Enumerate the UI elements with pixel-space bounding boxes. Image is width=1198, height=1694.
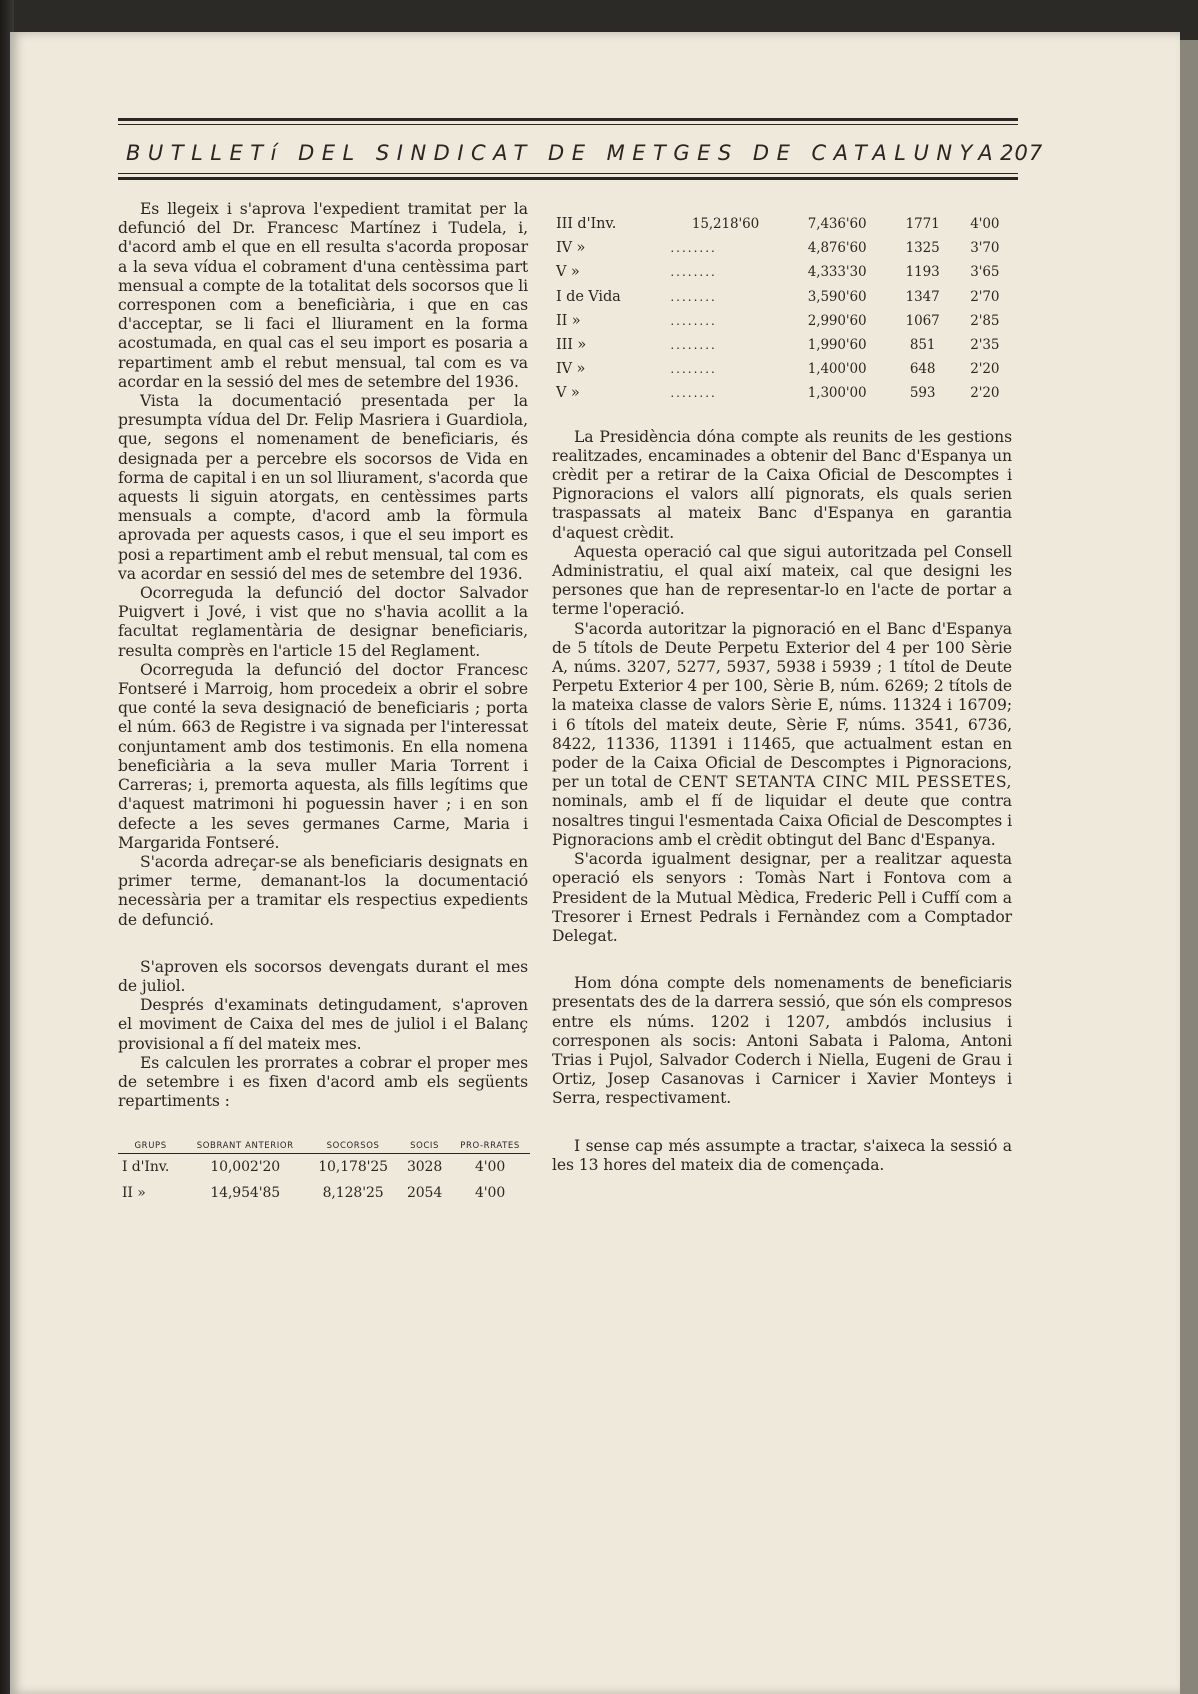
table-row (118, 1154, 530, 1180)
table-cell: 3'70 (970, 240, 1000, 257)
table-row (552, 260, 1014, 284)
table-row (552, 212, 1014, 236)
paragraph: Aquesta operació cal que sigui autoritzada pel Consell Administratiu, el qual així mateix, cal que designi les persones que han de representar-lo en l'acte de portar a terme l'operació. (552, 542, 1012, 619)
paragraph: Ocorreguda la defunció del doctor Salvador Puigvert i Jové, i vist que no s'havia acollit a la facultat reglamentària de designar beneficiaris, resulta comprès en l'article 15 del Reglament. (118, 584, 528, 660)
table-cell: 1347 (905, 288, 940, 305)
table-row (552, 285, 1014, 309)
table-cell: 1193 (905, 264, 940, 281)
repartiments-table-continued (552, 212, 1014, 406)
running-header (118, 118, 1044, 180)
table-cell: 2'35 (970, 337, 1000, 354)
paragraph: Després d'examinats detingudament, s'aproven el moviment de Caixa del mes de juliol i el Balanç provisional a fí del mateix mes. (118, 996, 528, 1053)
paragraph-text: nominals, amb el fí de liquidar el deute que contra nosaltres tingui l'esmentada Caixa Oficial de Descomptes i Pignoracions amb el crèdit obtingut del Banc d'Espanya. (552, 792, 1012, 849)
journal-title: BUTLLETí DEL SINDICAT DE METGES DE CATALUNYA (126, 141, 1001, 165)
table-cell: 1771 (905, 216, 940, 232)
table-cell: II » (556, 312, 581, 329)
table-cell: ........ (670, 338, 717, 353)
column-header: SOBRANT ANTERIOR (183, 1141, 307, 1154)
table-cell: ........ (670, 265, 717, 280)
table-cell: 4'00 (970, 216, 1000, 232)
table-row (552, 357, 1014, 381)
table-cell: 1,300'00 (807, 385, 867, 402)
paragraph: I sense cap més assumpte a tractar, s'aixeca la sessió a les 13 hores del mateix dia de començada. (552, 1136, 1012, 1174)
table-cell: 2'70 (970, 288, 1000, 305)
table-cell: I d'Inv. (122, 1159, 170, 1176)
column-header: SOCIS (399, 1141, 450, 1154)
table-cell: 1325 (905, 240, 940, 257)
paragraph: S'aproven els socorsos devengats durant el mes de juliol. (118, 957, 528, 995)
table-cell: 1067 (905, 312, 940, 329)
table-cell: 2,990'60 (807, 312, 867, 329)
header-rule-bottom (118, 173, 1018, 174)
table-cell: I de Vida (556, 288, 621, 305)
column-header: PRO-RRATES (450, 1141, 530, 1154)
table-cell: 4'00 (474, 1184, 506, 1201)
table-cell: 15,218'60 (691, 216, 760, 232)
table-row (552, 236, 1014, 260)
header-rule-bottom-thick (118, 177, 1018, 180)
paragraph: Es calculen les prorrates a cobrar el proper mes de setembre i es fixen d'acord amb els següents repartiments : (118, 1053, 528, 1111)
header-line (118, 125, 1044, 173)
table-cell: 2'20 (970, 361, 1000, 378)
paragraph: La Presidència dóna compte als reunits de les gestions realitzades, encaminades a obtenir del Banc d'Espanya un crèdit per a retirar de la Caixa Oficial de Descomptes i Pignoracions el valors allí pignorats, els quals serien traspassats al mateix Banc d'Espanya en garantia d'aquest crèdit. (552, 427, 1012, 542)
left-column (118, 200, 528, 1205)
page-number: 207 (1000, 141, 1044, 165)
paragraph-text: S'acorda autoritzar la pignoració en el Banc d'Espanya de 5 títols de Deute Perpetu Exterior del 4 per 100 Sèrie A, núms. 3207, 5277, 5937, 5938 i 5939 ; 1 títol de Deute Perpetu Exterior 4 per 100, Sèrie B, núm. 6269; 2 títols de la mateixa classe de valors Sèrie E, núms. 11324 i 16709; i 6 títols del mateix deute, Sèrie F, núms. 3541, 6736, 8422, 11336, 11391 i 11465, que actualment estan en poder de la Caixa Oficial de Descomptes i Pignoracions, per un total de (552, 619, 1012, 792)
table-cell: 4,333'30 (807, 264, 867, 281)
table-cell: 648 (909, 361, 936, 378)
column-header: SOCORSOS (307, 1141, 399, 1154)
table-cell: 2'85 (970, 312, 1000, 329)
table-cell: IV » (556, 361, 586, 378)
table-cell: ........ (670, 289, 717, 304)
repartiments-table (118, 1141, 530, 1204)
table-cell: 593 (909, 385, 936, 402)
table-cell: 851 (909, 337, 936, 354)
table-cell: ........ (670, 241, 717, 256)
paragraph: Vista la documentació presentada per la presumpta vídua del Dr. Felip Masriera i Guardiola, que, segons el nomenament de beneficiaris, és designada per a percebre els socorsos de Vida en forma de capital i en un sol lliurament, s'acorda que aquests li siguin atorgats, en centèssimes parts mensuals a compte, d'acord amb la fòrmula aprovada per aquests casos, i que el seu import es posi a repartiment amb el rebut mensual, tal com es va acordar en sessió del mes de setembre del 1936. (118, 392, 528, 583)
paragraph: S'acorda igualment designar, per a realitzar aquesta operació els senyors : Tomàs Nart i Fontova com a President de la Mutual Mèdica, Frederic Pell i Cuffí com a Tresorer i Ernest Pedrals i Fernàndez com a Comptador Delegat. (552, 850, 1012, 945)
paragraph: S'acorda adreçar-se als beneficiaris designats en primer terme, demanant-los la documentació necessària per a tramitar els respectius expedients de defunció. (118, 852, 528, 929)
table-cell: ........ (670, 313, 717, 328)
table-header-row (118, 1141, 530, 1154)
table-cell: ........ (670, 362, 717, 377)
table-cell: 3,590'60 (807, 288, 867, 305)
table-cell: III d'Inv. (556, 216, 617, 232)
table-row (552, 381, 1014, 405)
table-cell: II » (122, 1184, 146, 1201)
table-cell: 3028 (406, 1159, 443, 1176)
paragraph: Es llegeix i s'aprova l'expedient tramitat per la defunció del Dr. Francesc Martínez i Tudela, i, d'acord amb el que en ell resulta s'acorda proposar a la seva vídua el cobrament d'una centèssima part mensual a compte de la totalitat dels socorsos que li corresponen com a beneficiària, i que en cas d'acceptar, se li faci el lliurament en la forma acostumada, en qual cas el seu import es posaria a repartiment amb el rebut mensual, tal com es va acordar en la sessió del mes de setembre del 1936. (118, 200, 528, 391)
table-cell: ........ (670, 386, 717, 401)
table-cell: V » (556, 385, 580, 402)
table-cell: 2'20 (970, 385, 1000, 402)
paragraph: Hom dóna compte dels nomenaments de beneficiaris presentats des de la darrera sessió, que són els compresos entre els núms. 1202 i 1207, ambdós inclusius i corresponen als socis: Antoni Sabata i Paloma, Antoni Trias i Pujol, Salvador Coderch i Niella, Eugeni de Grau i Ortiz, Josep Casanovas i Carnicer i Xavier Monteys i Serra, respectivament. (552, 974, 1012, 1108)
table-row (552, 309, 1014, 333)
table-cell: 14,954'85 (210, 1184, 281, 1201)
table-cell: 2054 (406, 1184, 443, 1201)
header-rule-top (118, 118, 1018, 121)
right-column (552, 212, 1012, 1175)
table-cell: 10,178'25 (318, 1159, 388, 1176)
table-cell: III » (556, 337, 587, 354)
table-cell: IV » (556, 240, 586, 257)
table-cell: 4,876'60 (807, 240, 867, 257)
table-cell: 8,128'25 (322, 1184, 384, 1201)
table-cell: 3'65 (970, 264, 1000, 281)
paragraph (552, 620, 1012, 850)
table-cell: 1,400'00 (807, 361, 867, 378)
table-cell: 10,002'20 (210, 1159, 281, 1176)
amount-in-words: CENT SETANTA CINC MIL PESSETES, (678, 773, 1012, 792)
table-cell: 4'00 (474, 1159, 506, 1176)
table-row (118, 1180, 530, 1205)
paragraph: Ocorreguda la defunció del doctor Francesc Fontseré i Marroig, hom procedeix a obrir el sobre que conté la seva designació de beneficiaris ; porta el núm. 663 de Registre i va signada per l'interessat conjuntament amb dos testimonis. En ella nomena beneficiària a la seva muller Maria Torrent i Carreras; i, premorta aquesta, als fills legítims que d'aquest matrimoni hi poguessin haver ; i en son defecte a les seves germanes Carme, Maria i Margarida Fontseré. (118, 660, 528, 852)
table-cell: V » (556, 264, 580, 281)
column-header: GRUPS (118, 1141, 183, 1154)
table-cell: 7,436'60 (807, 216, 867, 232)
table-row (552, 333, 1014, 357)
table-cell: 1,990'60 (807, 337, 867, 354)
scan-page-edge (1180, 40, 1198, 1694)
